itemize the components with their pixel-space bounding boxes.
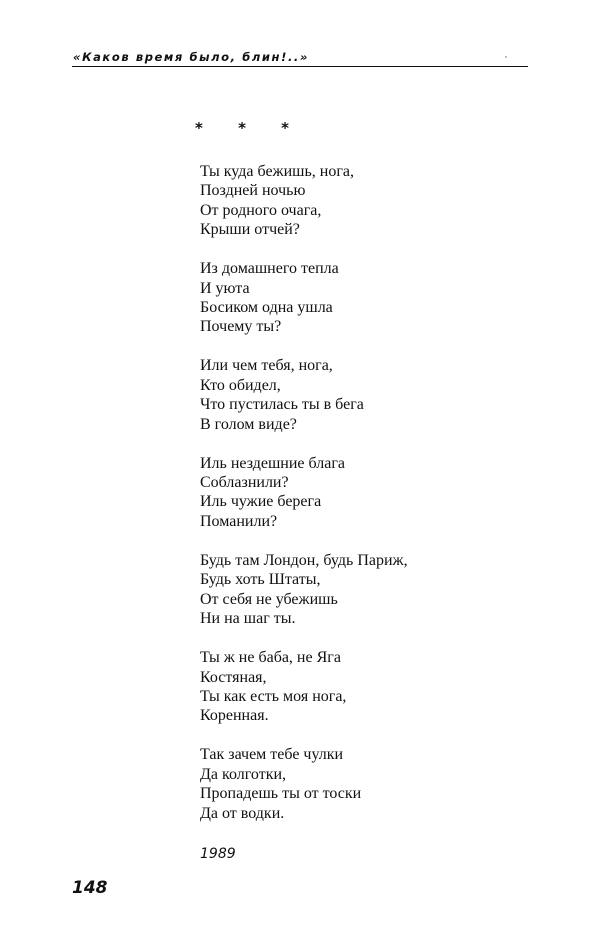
poem-line: Или чем тебя, нога, [200,357,333,375]
poem-line: Да от водки. [200,804,285,822]
stanza-6 [200,648,408,726]
poem-line: Иль чужие берега [200,493,322,511]
poem-line: Босиком одна ушла [200,299,333,317]
stanza-5 [200,551,408,629]
stanza-2 [200,259,408,337]
running-header-title: «Каков время было, блин!..» [73,50,309,64]
poem-body [200,162,408,843]
poem-line: Так зачем тебе чулки [200,746,344,764]
stanza-1 [200,162,408,240]
poem-line: Поманили? [200,512,278,530]
poem-line: Да колготки, [200,765,287,783]
poem-line: В голом виде? [200,415,297,433]
poem-line: Из домашнего тепла [200,260,339,278]
poem-line: Что пустилась ты в бега [200,396,364,414]
poem-line: Ни на шаг ты. [200,610,296,628]
stanza-7 [200,745,408,823]
poem-line: Ты как есть моя нога, [200,687,347,705]
poem-line: Кто обидел, [200,376,281,394]
poem-line: Крыши отчей? [200,221,300,239]
poem-line: Соблазнили? [200,474,289,492]
poem-line: Будь хоть Штаты, [200,571,321,589]
stanza-4 [200,454,408,532]
header-rule [72,66,528,67]
poem-line: И уюта [200,279,250,297]
poem-line: Поздней ночью [200,182,306,200]
poem-line: Пропадешь ты от тоски [200,785,362,803]
poem-line: Костяная, [200,668,267,686]
poem-line: Коренная. [200,707,269,725]
poem-line: Почему ты? [200,318,282,336]
poem-line: От родного очага, [200,201,322,219]
poem-line: От себя не убежишь [200,590,338,608]
poem-line: Будь там Лондон, будь Париж, [200,551,408,569]
poem-line: Ты ж не баба, не Яга [200,649,341,667]
page-number: 148 [72,878,108,898]
poem-line: Ты куда бежишь, нога, [200,163,354,180]
poem-date: 1989 [200,846,236,862]
poem-ornament: * * * [195,119,304,137]
header-tick-mark: ' [505,55,507,63]
stanza-3 [200,356,408,434]
poem-line: Иль нездешние блага [200,454,346,472]
